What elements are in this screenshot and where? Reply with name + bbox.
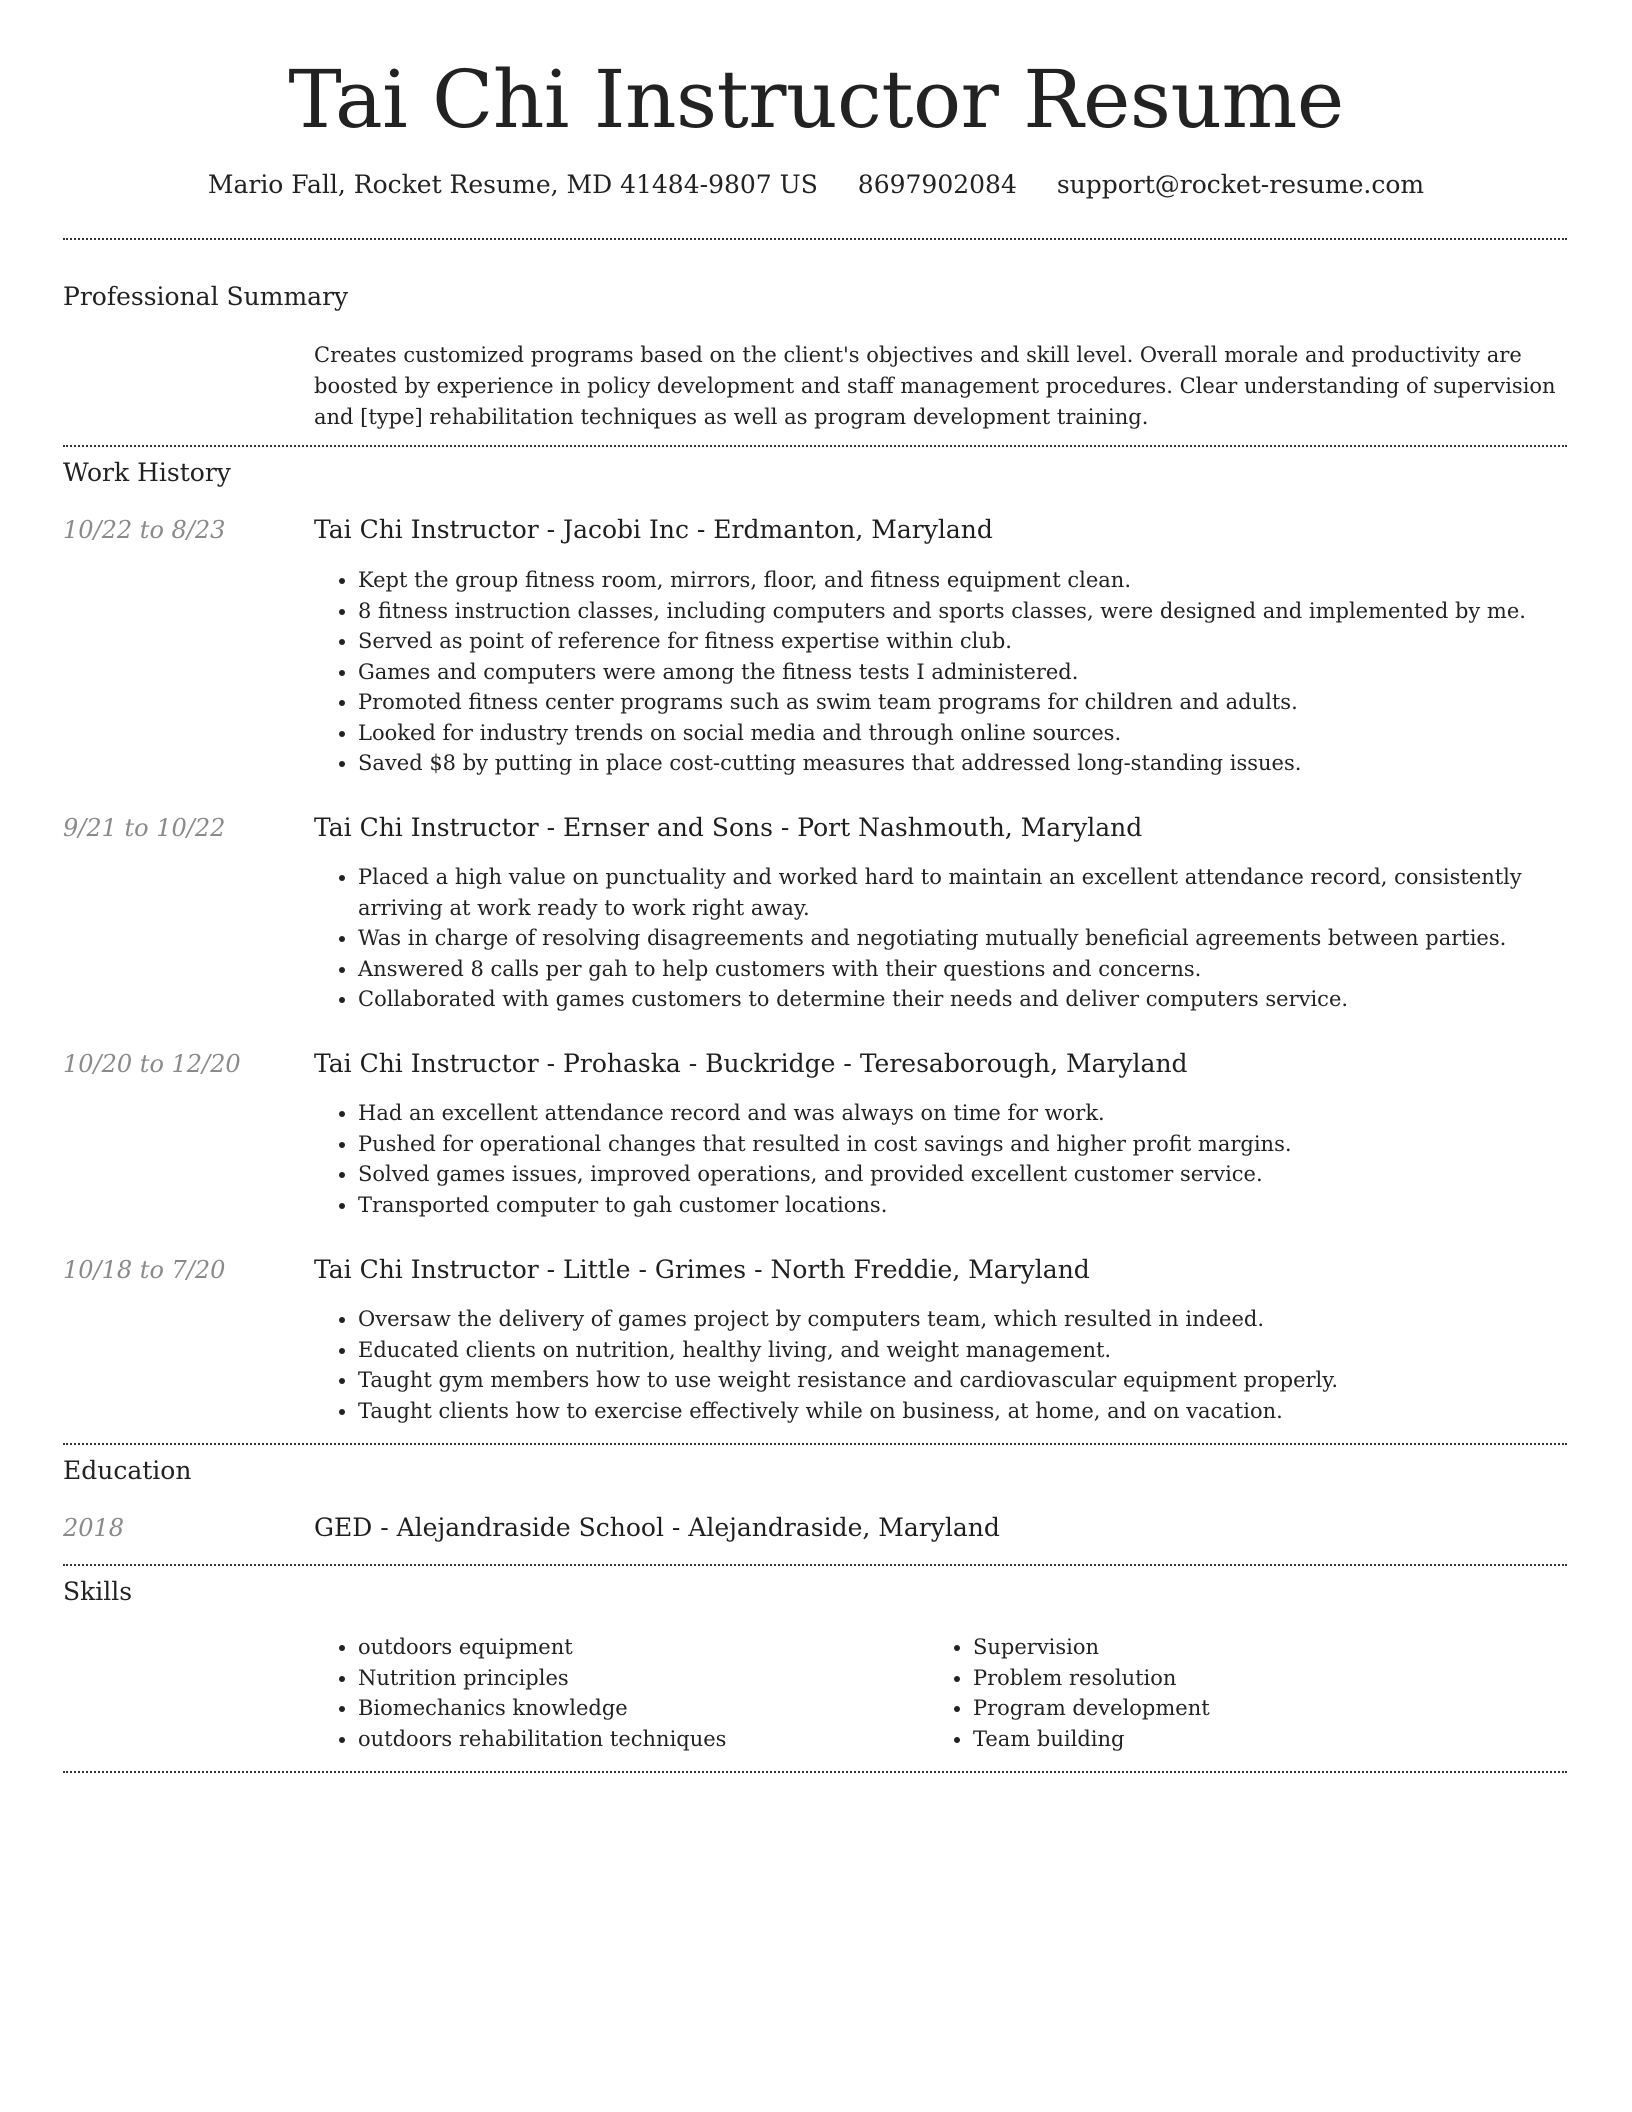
divider — [63, 1771, 1567, 1773]
job-dates: 10/22 to 8/23 — [63, 516, 226, 544]
list-item: • Kept the group fitness room, mirrors, floor, and fitness equipment clean. — [358, 565, 1570, 596]
divider — [63, 1443, 1567, 1445]
skills-list-right — [929, 1632, 1533, 1754]
section-title-education: Education — [63, 1456, 192, 1485]
list-item: • Educated clients on nutrition, healthy living, and weight management. — [358, 1335, 1570, 1366]
job-dates: 10/18 to 7/20 — [63, 1256, 226, 1284]
job-dates: 9/21 to 10/22 — [63, 814, 226, 842]
job-bullets — [314, 862, 1570, 1015]
job-bullets — [314, 1098, 1570, 1220]
list-item: • Saved $8 by putting in place cost-cutting measures that addressed long-standing issues. — [358, 748, 1570, 779]
list-item: • Team building — [973, 1724, 1533, 1755]
list-item: • Looked for industry trends on social media and through online sources. — [358, 718, 1570, 749]
education-year: 2018 — [63, 1514, 125, 1542]
contact-email: support@rocket-resume.com — [1056, 170, 1425, 199]
list-item: • Served as point of reference for fitness expertise within club. — [358, 626, 1570, 657]
list-item: • Solved games issues, improved operations, and provided excellent customer service. — [358, 1159, 1570, 1190]
list-item: • outdoors rehabilitation techniques — [358, 1724, 918, 1755]
contact-address: Mario Fall, Rocket Resume, MD 41484-9807 US — [207, 170, 818, 199]
list-item: • Nutrition principles — [358, 1663, 918, 1694]
list-item: • Problem resolution — [973, 1663, 1533, 1694]
list-item: • Games and computers were among the fitness tests I administered. — [358, 657, 1570, 688]
job-title: Tai Chi Instructor - Little - Grimes - North Freddie, Maryland — [314, 1255, 1090, 1284]
job-bullets — [314, 565, 1570, 779]
resume-title: Tai Chi Instructor Resume — [288, 53, 1344, 146]
contact-phone: 8697902084 — [857, 170, 1017, 199]
list-item: • Program development — [973, 1693, 1533, 1724]
list-item: • Collaborated with games customers to determine their needs and deliver computers service. — [358, 984, 1570, 1015]
contact-line — [0, 170, 1632, 199]
list-item: • Pushed for operational changes that resulted in cost savings and higher profit margins. — [358, 1129, 1570, 1160]
section-title-summary: Professional Summary — [63, 282, 349, 311]
list-item: • 8 fitness instruction classes, including computers and sports classes, were designed and implemented by me. — [358, 596, 1570, 627]
divider — [63, 238, 1567, 240]
list-item: • Supervision — [973, 1632, 1533, 1663]
list-item: • Taught clients how to exercise effectively while on business, at home, and on vacation. — [358, 1396, 1570, 1427]
list-item: • Taught gym members how to use weight resistance and cardiovascular equipment properly. — [358, 1365, 1570, 1396]
summary-text: Creates customized programs based on the client's objectives and skill level. Overall morale and productivity are boosted by experience in policy development and staff management procedures. Clear understanding of supervision and [type] rehabilitation techniques as well as program development training. — [314, 343, 1556, 429]
list-item: • Answered 8 calls per gah to help customers with their questions and concerns. — [358, 954, 1570, 985]
list-item: • Oversaw the delivery of games project by computers team, which resulted in indeed. — [358, 1304, 1570, 1335]
job-title: Tai Chi Instructor - Ernser and Sons - Port Nashmouth, Maryland — [314, 813, 1143, 842]
divider — [63, 1564, 1567, 1566]
list-item: • Transported computer to gah customer locations. — [358, 1190, 1570, 1221]
list-item: • Placed a high value on punctuality and worked hard to maintain an excellent attendance record, consistently arriving at work ready to work right away. — [358, 862, 1570, 923]
skills-list-left — [314, 1632, 918, 1754]
list-item: • Had an excellent attendance record and was always on time for work. — [358, 1098, 1570, 1129]
education-entry: GED - Alejandraside School - Alejandraside, Maryland — [314, 1513, 1000, 1542]
section-title-work: Work History — [63, 458, 231, 487]
job-bullets — [314, 1304, 1570, 1426]
divider — [63, 445, 1567, 447]
list-item: • outdoors equipment — [358, 1632, 918, 1663]
list-item: • Promoted fitness center programs such as swim team programs for children and adults. — [358, 687, 1570, 718]
job-title: Tai Chi Instructor - Jacobi Inc - Erdmanton, Maryland — [314, 515, 993, 544]
list-item: • Biomechanics knowledge — [358, 1693, 918, 1724]
section-title-skills: Skills — [63, 1577, 133, 1606]
job-dates: 10/20 to 12/20 — [63, 1050, 241, 1078]
job-title: Tai Chi Instructor - Prohaska - Buckridge - Teresaborough, Maryland — [314, 1049, 1188, 1078]
list-item: • Was in charge of resolving disagreements and negotiating mutually beneficial agreements between parties. — [358, 923, 1570, 954]
